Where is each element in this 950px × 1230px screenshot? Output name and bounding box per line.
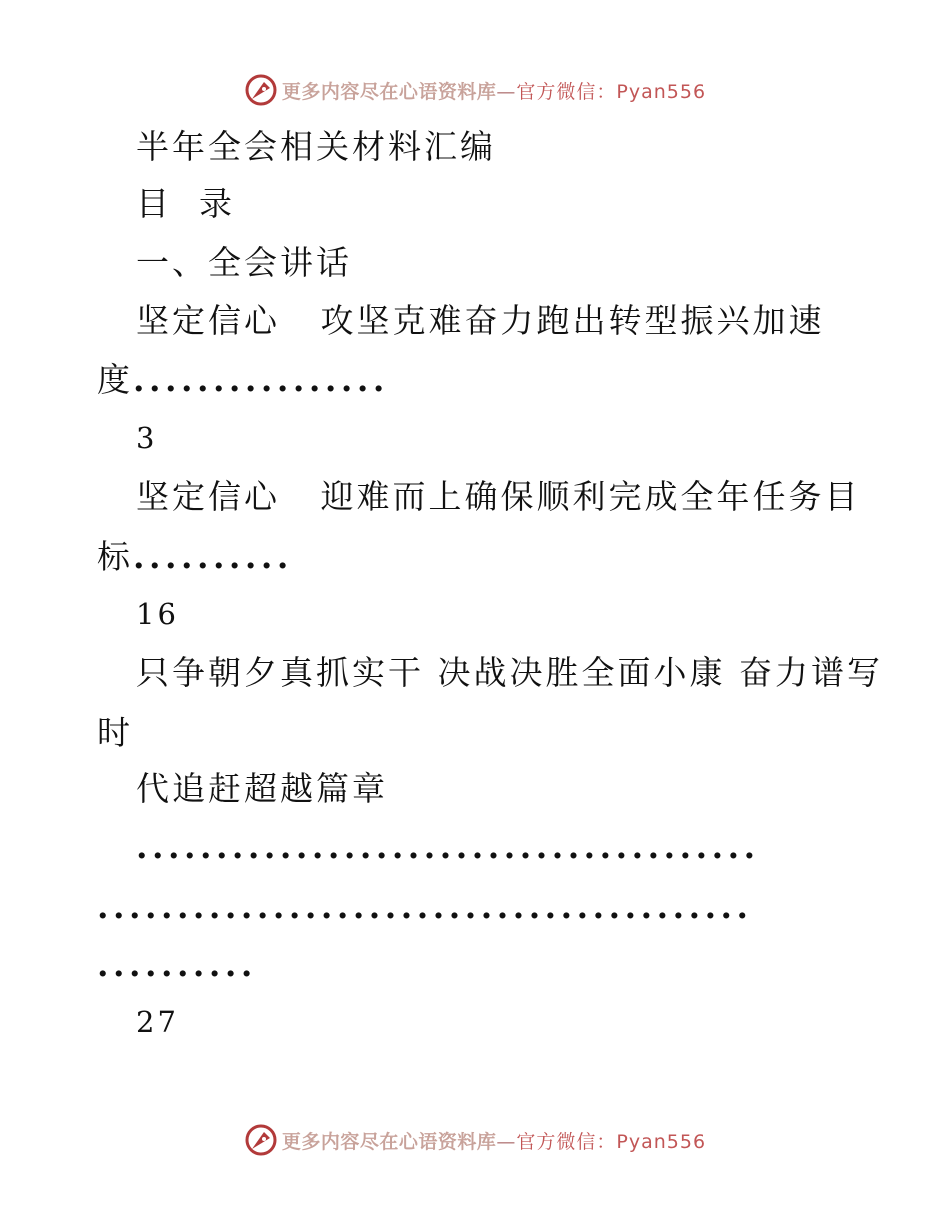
watermark-header: [0, 70, 950, 110]
watermark-site-text: 更多内容尽在心语资料库: [281, 1130, 497, 1153]
watermark-footer: [0, 1120, 950, 1160]
toc-entry-2-leader: ..........: [133, 537, 293, 576]
toc-entry-1-page: 3: [136, 421, 158, 455]
toc-section-heading: 一、全会讲话: [136, 243, 352, 282]
pen-nib-logo-icon: [244, 1123, 278, 1157]
toc-entry-1-title: 坚定信心 攻坚克难奋力跑出转型振兴加速: [136, 301, 825, 340]
toc-entry-2-title: 坚定信心 迎难而上确保顺利完成全年任务目: [136, 477, 861, 516]
toc-entry-2-page: 16: [136, 597, 179, 631]
toc-entry-3-leader-1: .......................................: [136, 827, 760, 866]
document-title: 半年全会相关材料汇编: [136, 127, 496, 166]
toc-heading: 目 录: [136, 184, 235, 223]
pen-nib-logo-icon: [244, 73, 278, 107]
toc-entry-1-title-cont: [97, 360, 389, 399]
toc-entry-3-leader-3: ..........: [97, 945, 257, 984]
toc-entry-3-title: 只争朝夕真抓实干 决战决胜全面小康 奋力谱写: [136, 653, 883, 692]
toc-entry-2-title-cont: [97, 537, 293, 576]
toc-entry-3-leader-2: .........................................: [97, 887, 753, 926]
toc-entry-3-title-cont: 代追赶超越篇章: [136, 769, 388, 808]
toc-entry-1-leader: ................: [133, 360, 389, 399]
watermark-dash: —: [496, 1130, 517, 1153]
watermark-site-text: 更多内容尽在心语资料库: [281, 80, 497, 103]
toc-entry-1-title-wrap: 度: [97, 360, 133, 399]
watermark-wechat-text: 官方微信：Pyan556: [516, 80, 707, 103]
toc-entry-2-title-wrap: 标: [97, 537, 133, 576]
watermark-dash: —: [496, 80, 517, 103]
toc-entry-3-page: 27: [136, 1005, 179, 1039]
watermark-wechat-text: 官方微信：Pyan556: [516, 1130, 707, 1153]
toc-entry-3-title-wrap: 时: [97, 713, 133, 752]
